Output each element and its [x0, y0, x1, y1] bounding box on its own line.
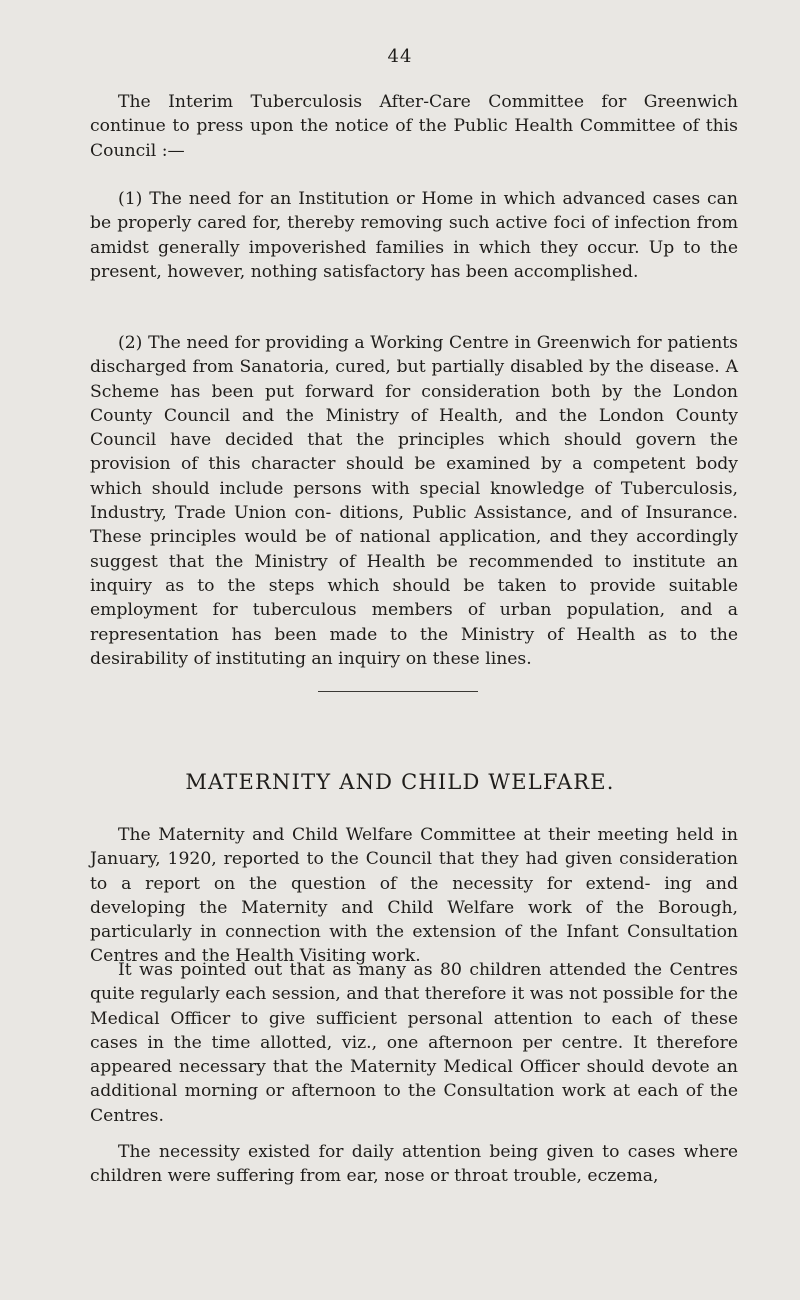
section-divider: [318, 691, 478, 692]
intro-paragraph: The Interim Tuberculosis After-Care Committee for Greenwich continue to press upon the notice of the Public Health Committee of this Council :—: [90, 92, 738, 161]
centres-attendance-paragraph: It was pointed out that as many as 80 children attended the Centres quite regularly each session, and that therefore it was not possible for the Medical Officer to give sufficient personal attention to each of these cases in the time allotted, viz., one afternoon per centre. It therefore appeared necessary that the Maternity Medical Officer should devote an additional morning or afternoon to the Consultation work at each of the Centres.: [90, 960, 738, 1126]
institution-need-paragraph: (1) The need for an Institution or Home in which advanced cases can be properly cared for, thereby removing such active foci of infection from amidst generally impoverished families in which they occur. Up to the present, however, nothing satisfactory has been accomplished.: [90, 189, 738, 282]
daily-attention-paragraph: The necessity existed for daily attention being given to cases where children were suffering from ear, nose or throat trouble, eczema,: [90, 1142, 738, 1187]
maternity-committee-paragraph: The Maternity and Child Welfare Committee at their meeting held in January, 1920, reported to the Council that they had given consideration to a report on the question of the necessity for extend- ing and developing the Maternity and Child Welfare work of the Borough, particularly in connection with the extension of the Infant Consultation Centres and the Health Visiting work.: [90, 825, 738, 967]
working-centre-paragraph: (2) The need for providing a Working Centre in Greenwich for patients discharged from Sanatoria, cured, but partially disabled by the disease. A Scheme has been put forward for consideration both by the London County Council and the Ministry of Health, and the London County Council have decided that the principles which should govern the provision of this character should be examined by a competent body which should include persons with special knowledge of Tuberculosis, Industry, Trade Union con- ditions, Public Assistance, and of Insurance. These principles would be of national application, and they accordingly suggest that the Ministry of Health be recommended to institute an inquiry as to the steps which should be taken to provide suitable employment for tuberculous members of urban population, and a representation has been made to the Ministry of Health as to the desirability of instituting an inquiry on these lines.: [90, 333, 738, 669]
section-heading: MATERNITY AND CHILD WELFARE.: [185, 770, 615, 794]
page-number: 44: [387, 46, 413, 67]
